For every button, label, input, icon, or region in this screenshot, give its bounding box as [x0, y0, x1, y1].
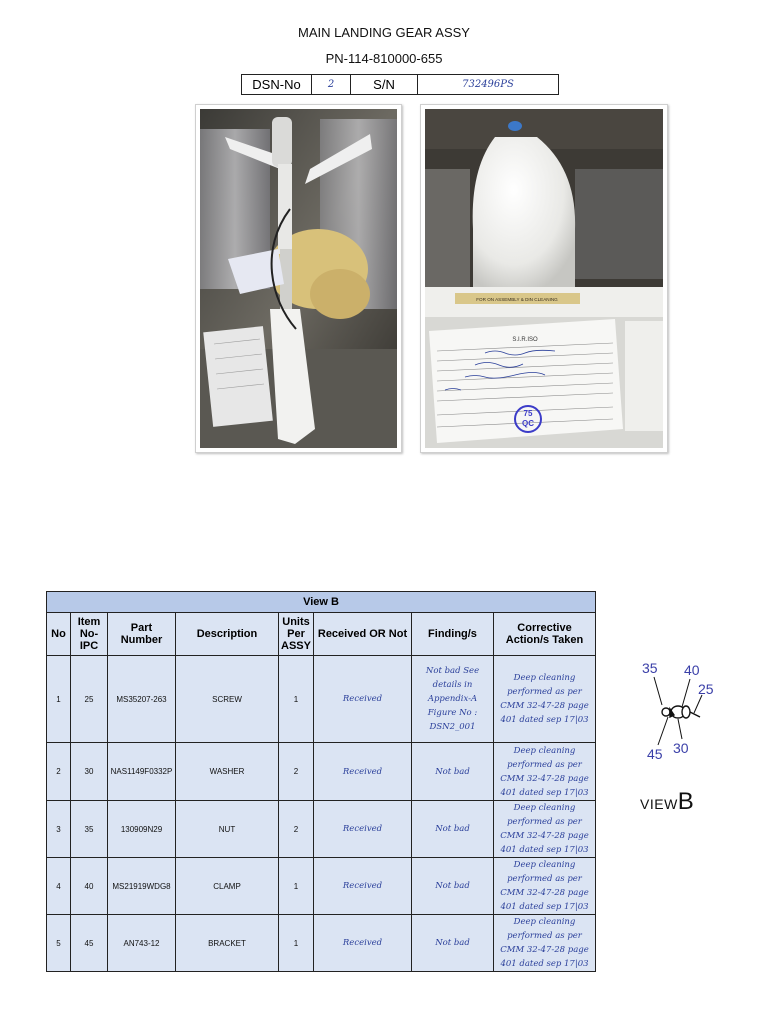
- view-b-caption: [640, 788, 694, 816]
- cell-finding: Not bad: [412, 801, 494, 858]
- dsn-value: 2: [312, 75, 351, 95]
- cell-desc: CLAMP: [176, 858, 279, 915]
- view-b-caption-word: VIEW: [640, 796, 678, 812]
- cell-desc: SCREW: [176, 656, 279, 743]
- cell-units: 1: [279, 858, 314, 915]
- cell-part: MS21919WDG8: [108, 858, 176, 915]
- cell-received: Received: [314, 858, 412, 915]
- cell-no: 4: [47, 858, 71, 915]
- cell-no: 2: [47, 743, 71, 801]
- callout-30: 30: [673, 740, 689, 756]
- view-b-caption-letter: B: [677, 788, 694, 815]
- qc-stamp-label: QC: [522, 419, 534, 428]
- bottle-sticker-text: FOR ON ASSEMBLY & DIN CLEANING: [476, 297, 558, 302]
- callout-25: 25: [698, 681, 714, 697]
- cell-received: Received: [314, 801, 412, 858]
- cell-desc: NUT: [176, 801, 279, 858]
- cell-part: MS35207-263: [108, 656, 176, 743]
- table-row: [47, 858, 596, 915]
- col-header-part-number: Part Number: [108, 613, 176, 656]
- cell-units: 2: [279, 743, 314, 801]
- part-number-heading: PN-114-810000-655: [325, 51, 443, 66]
- cell-received: Received: [314, 743, 412, 801]
- cell-item: 45: [71, 915, 108, 972]
- cell-part: 130909N29: [108, 801, 176, 858]
- col-header-received: Received OR Not: [314, 613, 412, 656]
- cell-part: NAS1149F0332P: [108, 743, 176, 801]
- table-title: View B: [47, 592, 596, 613]
- col-header-item-ipc: Item No-IPC: [71, 613, 108, 656]
- cell-units: 2: [279, 801, 314, 858]
- view-b-diagram: [630, 655, 730, 765]
- cell-units: 1: [279, 656, 314, 743]
- document-title: MAIN LANDING GEAR ASSY: [298, 25, 470, 40]
- cell-action: Deep cleaning performed as per CMM 32-47-28 page 401 dated sep 17|03: [494, 858, 596, 915]
- cell-action: Deep cleaning performed as per CMM 32-47-28 page 401 dated sep 17|03: [494, 915, 596, 972]
- cell-received: Received: [314, 656, 412, 743]
- col-header-units: Units Per ASSY: [279, 613, 314, 656]
- table-row: [47, 915, 596, 972]
- cell-units: 1: [279, 915, 314, 972]
- callout-35: 35: [642, 660, 658, 676]
- cell-item: 35: [71, 801, 108, 858]
- col-header-description: Description: [176, 613, 279, 656]
- cell-finding: Not bad See details in Appendix-A Figure No : DSN2_001: [412, 656, 494, 743]
- cell-no: 3: [47, 801, 71, 858]
- cell-finding: Not bad: [412, 743, 494, 801]
- table-row: [47, 656, 596, 743]
- sn-value: 732496PS: [418, 75, 559, 95]
- dsn-label: DSN-No: [242, 75, 312, 95]
- col-header-corrective-action: Corrective Action/s Taken: [494, 613, 596, 656]
- col-header-no: No: [47, 613, 71, 656]
- cell-finding: Not bad: [412, 915, 494, 972]
- cell-item: 25: [71, 656, 108, 743]
- cell-no: 1: [47, 656, 71, 743]
- cell-desc: BRACKET: [176, 915, 279, 972]
- cell-received: Received: [314, 915, 412, 972]
- cell-desc: WASHER: [176, 743, 279, 801]
- table-row: [47, 801, 596, 858]
- cell-action: Deep cleaning performed as per CMM 32-47-28 page 401 dated sep 17|03: [494, 801, 596, 858]
- cell-finding: Not bad: [412, 858, 494, 915]
- dsn-sn-table: [241, 74, 559, 95]
- cell-item: 40: [71, 858, 108, 915]
- landing-gear-photo: [195, 104, 402, 453]
- cell-item: 30: [71, 743, 108, 801]
- table-row: [47, 743, 596, 801]
- tag-heading: S.I.R.ISO: [512, 337, 538, 343]
- cell-part: AN743-12: [108, 915, 176, 972]
- callout-45: 45: [647, 746, 663, 762]
- cell-action: Deep cleaning performed as per CMM 32-47-28 page 401 dated sep 17|03: [494, 743, 596, 801]
- qc-stamp-number: 75: [523, 409, 533, 418]
- callout-40: 40: [684, 662, 700, 678]
- component-tag-photo: [420, 104, 668, 453]
- view-b-parts-table: [46, 591, 596, 972]
- cell-no: 5: [47, 915, 71, 972]
- col-header-findings: Finding/s: [412, 613, 494, 656]
- cell-action: Deep cleaning performed as per CMM 32-47-28 page 401 dated sep 17|03: [494, 656, 596, 743]
- sn-label: S/N: [351, 75, 418, 95]
